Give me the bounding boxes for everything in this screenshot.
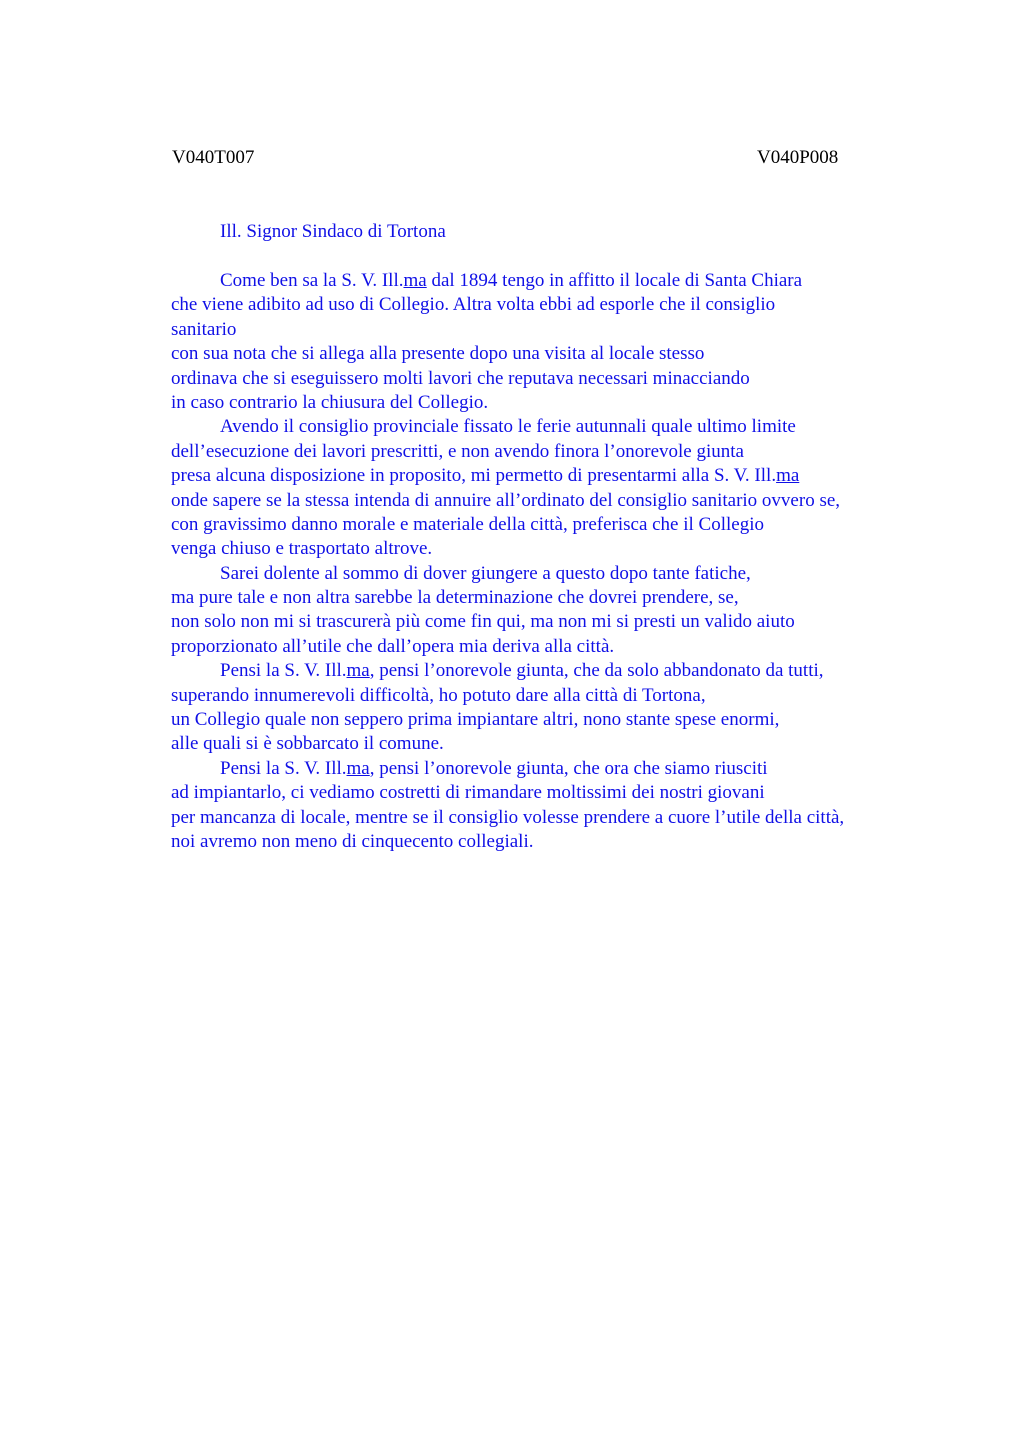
letter-line (171, 464, 991, 488)
letter-line (171, 659, 991, 683)
line-text: Pensi la S. V. Ill. (220, 757, 347, 779)
line-text: , pensi l’onorevole giunta, che da solo abbandonato da tutti, (369, 660, 824, 682)
line-text: ma pure tale e non altra sarebbe la determinazione che dovrei prendere, se, (171, 587, 739, 609)
letter-line (171, 562, 991, 586)
line-text: dal 1894 tengo in affitto il locale di Santa Chiara (426, 270, 803, 291)
line-text: per mancanza di locale, mentre se il consiglio volesse prendere a cuore l’utile della città, (171, 806, 845, 828)
document-code-left: V040T007 (172, 147, 255, 168)
abbreviation-underlined: ma (403, 270, 427, 291)
letter-line (171, 635, 991, 659)
letter-line (171, 318, 991, 342)
page-code-right: V040P008 (757, 147, 839, 168)
letter-line (171, 489, 991, 513)
line-text: Pensi la S. V. Ill. (220, 660, 347, 682)
line-text: un Collegio quale non seppero prima impiantare altri, nono stante spese enormi, (171, 709, 780, 731)
letter-line (171, 830, 991, 854)
letter-line (171, 391, 991, 415)
letter-line (171, 513, 991, 537)
letter-line (171, 684, 991, 708)
letter-line (171, 586, 991, 610)
line-text: onde sapere se la stessa intenda di annuire all’ordinato del consiglio sanitario ovvero se, (171, 489, 841, 511)
letter-line (171, 440, 991, 464)
line-text: , pensi l’onorevole giunta, che ora che siamo riusciti (369, 757, 768, 779)
line-text: noi avremo non meno di cinquecento collegiali. (171, 830, 534, 852)
abbreviation-underlined: ma (776, 465, 800, 487)
line-text: proporzionato all’utile che dall’opera mia deriva alla città. (171, 635, 615, 657)
line-text: Sarei dolente al sommo di dover giungere a questo dopo tante fatiche, (220, 562, 751, 584)
letter-line (171, 610, 991, 634)
abbreviation-underlined: ma (346, 660, 370, 682)
letter-line (171, 806, 991, 830)
line-text: superando innumerevoli difficoltà, ho potuto dare alla città di Tortona, (171, 684, 706, 706)
line-text: dell’esecuzione dei lavori prescritti, e non avendo finora l’onorevole giunta (171, 440, 744, 462)
line-text: con gravissimo danno morale e materiale della città, preferisca che il Collegio (171, 513, 764, 535)
letter-body (171, 269, 991, 854)
line-text: Come ben sa la S. V. Ill. (220, 270, 404, 291)
letter-line (171, 269, 991, 293)
salutation: Ill. Signor Sindaco di Tortona (220, 221, 446, 242)
letter-line (171, 293, 991, 317)
letter-line (171, 342, 991, 366)
letter-line (171, 708, 991, 732)
line-text: venga chiuso e trasportato altrove. (171, 538, 433, 560)
letter-line (171, 781, 991, 805)
abbreviation-underlined: ma (346, 757, 370, 779)
line-text: sanitario (171, 318, 237, 340)
letter-line (171, 537, 991, 561)
letter-line (171, 415, 991, 439)
line-text: ad impiantarlo, ci vediamo costretti di rimandare moltissimi dei nostri giovani (171, 782, 765, 804)
line-text: che viene adibito ad uso di Collegio. Altra volta ebbi ad esporle che il consiglio (171, 294, 776, 316)
line-text: alle quali si è sobbarcato il comune. (171, 733, 444, 755)
line-text: con sua nota che si allega alla presente dopo una visita al locale stesso (171, 343, 705, 365)
line-text: presa alcuna disposizione in proposito, mi permetto di presentarmi alla S. V. Ill. (171, 465, 777, 487)
letter-line (171, 367, 991, 391)
letter-line (171, 732, 991, 756)
line-text: non solo non mi si trascurerà più come fin qui, ma non mi si presti un valido aiuto (171, 611, 795, 633)
line-text: ordinava che si eseguissero molti lavori che reputava necessari minacciando (171, 367, 750, 389)
letter-line (171, 757, 991, 781)
line-text: Avendo il consiglio provinciale fissato le ferie autunnali quale ultimo limite (220, 416, 796, 438)
line-text: in caso contrario la chiusura del Collegio. (171, 391, 489, 413)
